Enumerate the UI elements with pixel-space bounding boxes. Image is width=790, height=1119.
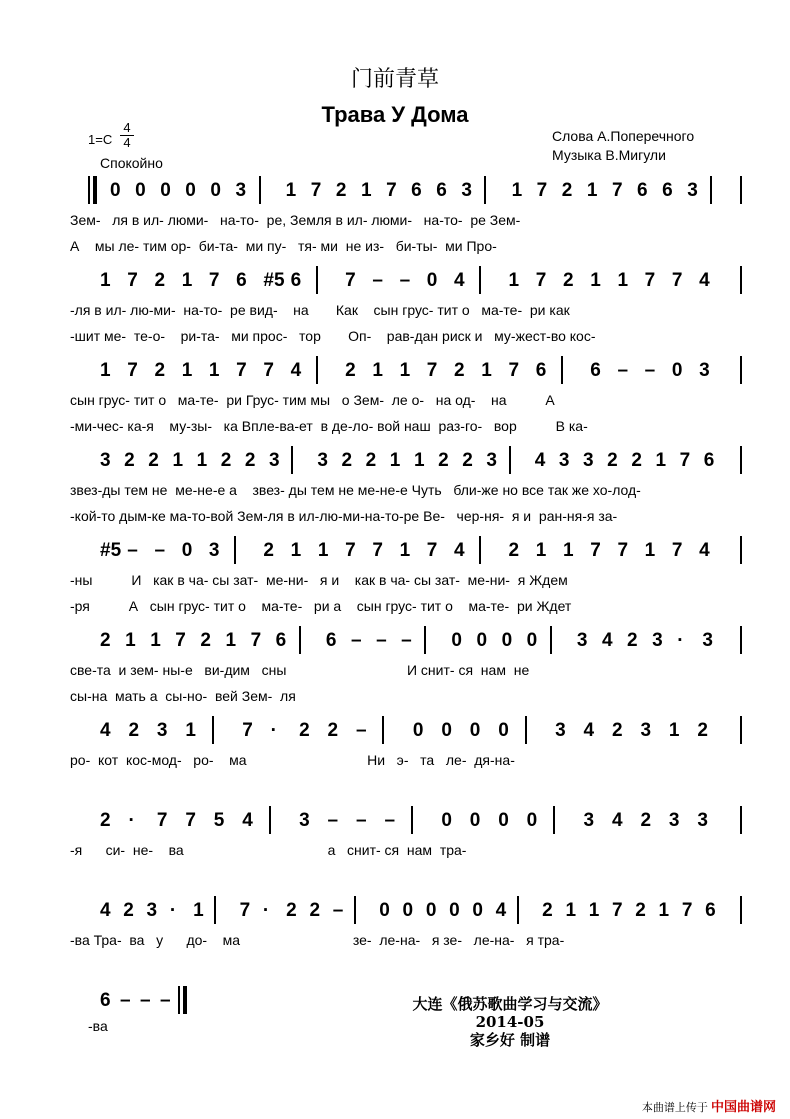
note: 2 <box>607 450 618 471</box>
note: 1 <box>508 270 520 291</box>
note: 1 <box>193 900 204 921</box>
note: 7 <box>679 450 691 471</box>
footer-line-2: 2014-05 <box>475 1013 545 1031</box>
note: 0 <box>426 270 438 291</box>
note: 1 <box>181 360 193 381</box>
note: 2 <box>244 450 256 471</box>
note: 0 <box>185 180 196 201</box>
lyrics-text: -ля в ил- лю-ми- на-то- ре вид- на Как сын грус- тит о ма-те- ри как <box>70 302 570 318</box>
note: 7 <box>612 900 623 921</box>
note: 0 <box>498 810 509 831</box>
note: 1 <box>372 360 383 381</box>
note: 7 <box>508 360 520 381</box>
note: 7 <box>590 540 601 561</box>
note: 2 <box>154 360 166 381</box>
note: 2 <box>200 630 211 651</box>
note: 0 <box>425 900 437 921</box>
note: 0 <box>472 900 483 921</box>
note: 7 <box>156 810 168 831</box>
dash-note: – <box>327 810 339 831</box>
barline <box>269 806 271 834</box>
barline <box>479 536 481 564</box>
note: 1 <box>181 270 193 291</box>
note: 2 <box>100 630 111 651</box>
note: 3 <box>317 450 328 471</box>
note: 1 <box>617 270 629 291</box>
time-signature <box>120 121 134 150</box>
note: 6 <box>290 270 302 291</box>
note: 2 <box>612 720 623 741</box>
note: 3 <box>299 810 310 831</box>
barline <box>740 716 742 744</box>
note: 1 <box>285 180 297 201</box>
note: 2 <box>327 720 339 741</box>
note: 0 <box>412 720 424 741</box>
dot-mark: · <box>677 630 684 651</box>
note: 1 <box>586 180 598 201</box>
note: 3 <box>461 180 472 201</box>
note: 1 <box>565 900 577 921</box>
footer-line-1: 大连《俄苏歌曲学习与交流》 <box>412 995 608 1013</box>
dot-mark: · <box>270 720 277 741</box>
barline <box>382 716 384 744</box>
note: 6 <box>411 180 422 201</box>
note: 2 <box>148 450 159 471</box>
note: 0 <box>526 630 538 651</box>
note: 6 <box>100 990 111 1011</box>
note: 1 <box>360 180 372 201</box>
note: 7 <box>242 720 253 741</box>
note: 6 <box>236 270 247 291</box>
note: 2 <box>462 450 473 471</box>
note: 2 <box>365 450 377 471</box>
lyricist: Слова А.Поперечного <box>552 128 695 144</box>
note: 7 <box>426 360 438 381</box>
barline <box>517 896 519 924</box>
note: 0 <box>402 900 414 921</box>
notes-line <box>0 720 790 750</box>
note: 7 <box>536 180 548 201</box>
note: 0 <box>135 180 146 201</box>
barline <box>212 716 214 744</box>
dash-note: – <box>644 360 656 381</box>
dash-note: – <box>332 900 344 921</box>
note: 0 <box>441 720 452 741</box>
note: 3 <box>558 450 570 471</box>
credit-site: 中国曲谱网 <box>710 1099 776 1114</box>
note: 7 <box>127 360 138 381</box>
note: 7 <box>345 270 356 291</box>
credit-prefix: 本曲谱上传于 <box>641 1102 708 1114</box>
barline <box>484 176 486 204</box>
footer <box>360 995 660 1049</box>
final-barline <box>178 986 187 1014</box>
note: 7 <box>386 180 397 201</box>
note: 7 <box>236 360 247 381</box>
note: 2 <box>561 180 573 201</box>
barline <box>291 446 293 474</box>
note: 4 <box>601 630 613 651</box>
dash-note: – <box>154 540 166 561</box>
note: 1 <box>562 540 574 561</box>
note: 3 <box>576 630 588 651</box>
barline <box>316 356 318 384</box>
note: 7 <box>426 540 438 561</box>
note: 1 <box>588 900 600 921</box>
note: 3 <box>697 810 708 831</box>
note: 6 <box>703 450 715 471</box>
note: 0 <box>451 630 462 651</box>
note: 2 <box>562 270 574 291</box>
note: 7 <box>681 900 693 921</box>
note: 4 <box>612 810 623 831</box>
note: 3 <box>687 180 698 201</box>
barline <box>424 626 426 654</box>
note: 1 <box>125 630 136 651</box>
note: 1 <box>100 360 111 381</box>
note: 7 <box>239 900 251 921</box>
key-signature: 1=C <box>88 132 113 147</box>
note: 4 <box>699 540 710 561</box>
barline <box>479 266 481 294</box>
note: 0 <box>110 180 121 201</box>
note: 4 <box>290 360 302 381</box>
note: 3 <box>640 720 652 741</box>
barline <box>740 176 742 204</box>
note: 2 <box>299 720 310 741</box>
barline <box>740 806 742 834</box>
note: 0 <box>501 630 513 651</box>
note: 2 <box>635 900 646 921</box>
barline <box>740 536 742 564</box>
note: 5 <box>213 810 225 831</box>
lyrics-text: -ны И как в ча- сы зат- ме-ни- я и как в ча- сы зат- ме-ни- я Ждем <box>70 572 568 588</box>
note: 0 <box>210 180 221 201</box>
time-top: 4 <box>123 120 131 135</box>
barline <box>740 356 742 384</box>
note: 1 <box>668 720 680 741</box>
note: 1 <box>413 450 425 471</box>
note: 0 <box>498 720 509 741</box>
note: 2 <box>341 450 353 471</box>
barline <box>740 896 742 924</box>
note: 1 <box>290 540 302 561</box>
note: 7 <box>250 630 262 651</box>
barline <box>259 176 261 204</box>
note: 3 <box>235 180 247 201</box>
barline <box>740 266 742 294</box>
note: 6 <box>637 180 648 201</box>
note: 7 <box>310 180 322 201</box>
barline <box>550 626 552 654</box>
dash-note: – <box>356 720 367 741</box>
note: 1 <box>399 540 411 561</box>
note: 3 <box>583 450 594 471</box>
note: 4 <box>699 270 710 291</box>
notes-line <box>0 270 790 300</box>
lyrics-text: -ми-чес- ка-я му-зы- ка Впле-ва-ет в де-ло- вой наш раз-го- вор В ка- <box>70 418 588 434</box>
note: 0 <box>469 720 481 741</box>
note: 2 <box>631 450 642 471</box>
dot-mark: · <box>262 900 270 921</box>
lyrics-text: -шит ме- те-о- ри-та- ми прос- тор Оп- рав-дан риск и му-жест-во кос- <box>70 328 596 344</box>
barline <box>740 446 742 474</box>
note: 2 <box>128 720 140 741</box>
note: 0 <box>160 180 171 201</box>
note: 6 <box>705 900 716 921</box>
dash-note: – <box>160 990 171 1011</box>
note: 2 <box>100 810 111 831</box>
note: 2 <box>154 270 166 291</box>
note: 1 <box>644 540 656 561</box>
lyrics-text: -кой-то дым-ке ма-то-вой Зем-ля в ил-лю-ми-на-то-ре Ве- чер-ня- я и ран-ня-я за- <box>70 508 618 524</box>
note: 6 <box>275 630 287 651</box>
note: 1 <box>655 450 667 471</box>
notes-line <box>0 630 790 660</box>
note: #5 <box>263 270 285 291</box>
time-bottom: 4 <box>120 135 134 150</box>
dash-note: – <box>120 990 131 1011</box>
repeat-start-bar <box>88 176 97 204</box>
note: 2 <box>124 450 135 471</box>
tempo-marking: Спокойно <box>100 155 163 171</box>
lyrics-text: ро- кот кос-мод- ро- ма Ни э- та ле- дя-на- <box>70 752 515 768</box>
note: 3 <box>100 450 111 471</box>
note: 2 <box>508 540 520 561</box>
note: 0 <box>469 810 481 831</box>
note: 4 <box>534 450 546 471</box>
note: 2 <box>697 720 708 741</box>
note: 3 <box>668 810 680 831</box>
note: 6 <box>436 180 447 201</box>
dash-note: – <box>617 360 629 381</box>
note: 4 <box>495 900 507 921</box>
barline <box>553 806 555 834</box>
notes-line <box>0 540 790 570</box>
note: 7 <box>671 540 683 561</box>
note: 7 <box>208 270 220 291</box>
note: 4 <box>583 720 595 741</box>
dash-note: – <box>399 270 411 291</box>
lyrics-text: сын грус- тит о ма-те- ри Грус- тим мы о Зем- ле о- на од- на А <box>70 392 555 408</box>
note: 2 <box>220 450 232 471</box>
barline <box>740 626 742 654</box>
barline <box>354 896 356 924</box>
barline <box>411 806 413 834</box>
dash-note: – <box>356 810 367 831</box>
lyrics-text: све-та и зем- ны-е ви-дим сны И снит- ся нам не <box>70 662 530 678</box>
title-russian: Трава У Дома <box>321 102 469 127</box>
note: 3 <box>702 630 713 651</box>
barline <box>561 356 563 384</box>
lyrics-text: -ря А сын грус- тит о ма-те- ри а сын грус- тит о ма-те- ри Ждет <box>70 598 572 614</box>
lyrics-text: -ва Тра- ва у до- ма зе- ле-на- я зе- ле-на- я тра- <box>70 932 565 948</box>
note: 7 <box>175 630 186 651</box>
note: 2 <box>438 450 449 471</box>
note: 1 <box>590 270 601 291</box>
barline <box>214 896 216 924</box>
title-chinese: 门前青草 <box>350 67 439 92</box>
note: 7 <box>263 360 274 381</box>
note: 1 <box>535 540 547 561</box>
notes-line <box>0 360 790 390</box>
note: 7 <box>644 270 656 291</box>
note: 0 <box>449 900 460 921</box>
notes-line <box>0 900 790 930</box>
note: 2 <box>286 900 297 921</box>
note: 4 <box>242 810 253 831</box>
note: 3 <box>555 720 566 741</box>
site-credit <box>642 1096 776 1115</box>
lyrics-text: звез-ды тем не ме-не-е а звез- ды тем не ме-не-е Чуть бли-же но все так же хо-лод- <box>70 482 641 498</box>
note: 1 <box>481 360 492 381</box>
note: 2 <box>263 540 274 561</box>
dash-note: – <box>127 540 138 561</box>
note: 3 <box>486 450 497 471</box>
dot-mark: · <box>169 900 177 921</box>
note: 7 <box>671 270 683 291</box>
note: 1 <box>172 450 184 471</box>
note: 4 <box>454 540 465 561</box>
dash-note: – <box>376 630 387 651</box>
note: 3 <box>269 450 280 471</box>
note: 2 <box>345 360 356 381</box>
note: 7 <box>345 540 356 561</box>
note: 1 <box>196 450 208 471</box>
barline <box>299 626 301 654</box>
barline <box>316 266 318 294</box>
note: 7 <box>617 540 629 561</box>
note: 3 <box>699 360 710 381</box>
note: 7 <box>185 810 196 831</box>
note: 2 <box>123 900 134 921</box>
dash-note: – <box>384 810 396 831</box>
note: 6 <box>325 630 337 651</box>
note: 0 <box>379 900 390 921</box>
dash-note: – <box>350 630 362 651</box>
note: 2 <box>542 900 553 921</box>
lyrics-text: А мы ле- тим ор- би-та- ми пу- тя- ми не из- би-ты- ми Про- <box>70 238 497 254</box>
lyrics-text: Зем- ля в ил- люми- на-то- ре, Земля в ил- люми- на-то- ре Зем- <box>70 212 521 228</box>
notes-line <box>0 180 790 210</box>
lyrics-text: -ва <box>88 1018 108 1034</box>
note: 4 <box>454 270 465 291</box>
dot-mark: · <box>128 810 135 831</box>
note: 3 <box>652 630 663 651</box>
note: 1 <box>185 720 196 741</box>
barline <box>710 176 712 204</box>
note: 7 <box>127 270 138 291</box>
barline <box>525 716 527 744</box>
barline <box>234 536 236 564</box>
note: 6 <box>535 360 547 381</box>
note: 1 <box>100 270 111 291</box>
note: 1 <box>225 630 237 651</box>
composer: Музыка В.Мигули <box>552 147 666 163</box>
note: 2 <box>454 360 465 381</box>
dash-note: – <box>401 630 412 651</box>
note: 6 <box>590 360 601 381</box>
note: 4 <box>100 900 111 921</box>
lyrics-text: -я си- не- ва а снит- ся нам тра- <box>70 842 467 858</box>
note: 7 <box>535 270 547 291</box>
note: 0 <box>671 360 683 381</box>
note: 2 <box>627 630 638 651</box>
note: 1 <box>317 540 329 561</box>
footer-line-3: 家乡好 制谱 <box>469 1031 551 1049</box>
note: 0 <box>181 540 193 561</box>
note: 3 <box>156 720 168 741</box>
lyrics-text: сы-на мать а сы-но- вей Зем- ля <box>70 688 296 704</box>
notes-line <box>0 450 790 480</box>
note: 1 <box>389 450 401 471</box>
dash-note: – <box>372 270 383 291</box>
note: 3 <box>146 900 158 921</box>
note: 0 <box>476 630 488 651</box>
note: 1 <box>658 900 670 921</box>
note: 4 <box>100 720 111 741</box>
note: 7 <box>611 180 623 201</box>
note: 0 <box>526 810 538 831</box>
note: 1 <box>399 360 411 381</box>
note: 3 <box>208 540 220 561</box>
note: 1 <box>150 630 161 651</box>
note: 3 <box>583 810 595 831</box>
note: 6 <box>662 180 673 201</box>
barline <box>509 446 511 474</box>
dash-note: – <box>140 990 151 1011</box>
note: 7 <box>372 540 383 561</box>
notes-line <box>0 810 790 840</box>
note: 2 <box>640 810 652 831</box>
note: 1 <box>511 180 523 201</box>
note: 2 <box>335 180 347 201</box>
note: 0 <box>441 810 452 831</box>
note: 1 <box>208 360 220 381</box>
note: 2 <box>309 900 321 921</box>
note: #5 <box>100 540 122 561</box>
